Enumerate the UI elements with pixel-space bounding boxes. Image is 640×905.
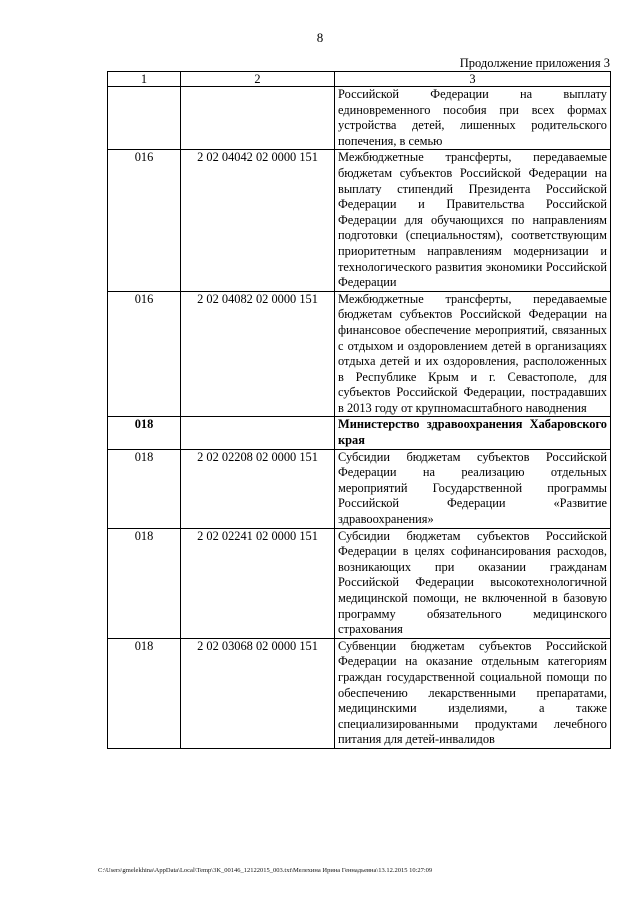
- row-kbk-cell: 2 02 04082 02 0000 151: [181, 291, 335, 417]
- budget-codes-table: [107, 71, 611, 749]
- row-code-cell: 018: [108, 449, 181, 528]
- row-code-cell: 018: [108, 528, 181, 638]
- header-col-3: 3: [335, 72, 611, 87]
- row-code-cell: 018: [108, 417, 181, 449]
- row-description-cell: Субвенции бюджетам субъектов Российской Федерации на оказание отдельным категориям граждан государственной социальной помощи по обеспечению лекарственными препаратами, медицинскими изделиями, а также специализированными продуктами лечебного питания для детей-инвалидов: [335, 638, 611, 748]
- row-code-cell: 018: [108, 638, 181, 748]
- table-header-row: [108, 72, 611, 87]
- table-row: [108, 528, 611, 638]
- row-description-cell: Субсидии бюджетам субъектов Российской Федерации в целях софинансирования расходов, возникающих при оказании гражданам Российской Федерации высокотехнологичной медицинской помощи, не включенной в базовую программу обязательного медицинского страхования: [335, 528, 611, 638]
- table-row: [108, 638, 611, 748]
- row-kbk-cell: 2 02 04042 02 0000 151: [181, 150, 335, 291]
- row-description-cell: Российской Федерации на выплату единовременного пособия при всех формах устройства детей, лишенных родительского попечения, в семью: [335, 87, 611, 150]
- row-kbk-cell: [181, 417, 335, 449]
- page-number: 8: [316, 30, 324, 45]
- continuation-label: Продолжение приложения 3: [459, 56, 610, 70]
- row-kbk-cell: 2 02 03068 02 0000 151: [181, 638, 335, 748]
- row-description-cell: Министерство здравоохранения Хабаровского края: [335, 417, 611, 449]
- row-description-cell: Межбюджетные трансферты, передаваемые бюджетам субъектов Российской Федерации на выплату стипендий Президента Российской Федерации и Правительства Российской Федерации для обучающихся по направлениям подготовки (специальностям), соответствующим приоритетным направлениям модернизации и технологического развития экономики Российской Федерации: [335, 150, 611, 291]
- table-row: [108, 417, 611, 449]
- table-row: [108, 291, 611, 417]
- header-col-1: 1: [108, 72, 181, 87]
- row-code-cell: 016: [108, 150, 181, 291]
- table-row: [108, 150, 611, 291]
- row-kbk-cell: [181, 87, 335, 150]
- row-code-cell: 016: [108, 291, 181, 417]
- file-path-footer: C:\Users\gmelekhina\AppData\Local\Temp\3K_00146_12122015_003.txt\Мелехина Ирина Геннадьевна\13.12.2015 10:27:09: [98, 867, 433, 874]
- header-col-2: 2: [181, 72, 335, 87]
- row-description-cell: Субсидии бюджетам субъектов Российской Федерации на реализацию отдельных мероприятий Государственной программы Российской Федерации «Развитие здравоохранения»: [335, 449, 611, 528]
- row-description-cell: Межбюджетные трансферты, передаваемые бюджетам субъектов Российской Федерации на финансовое обеспечение мероприятий, связанных с отдыхом и оздоровлением детей в организациях отдыха детей и их оздоровления, расположенных в Республике Крым и г. Севастополе, для субъектов Российской Федерации, пострадавших в 2013 году от крупномасштабного наводнения: [335, 291, 611, 417]
- row-kbk-cell: 2 02 02208 02 0000 151: [181, 449, 335, 528]
- table-row: [108, 449, 611, 528]
- row-kbk-cell: 2 02 02241 02 0000 151: [181, 528, 335, 638]
- table-row: [108, 87, 611, 150]
- row-code-cell: [108, 87, 181, 150]
